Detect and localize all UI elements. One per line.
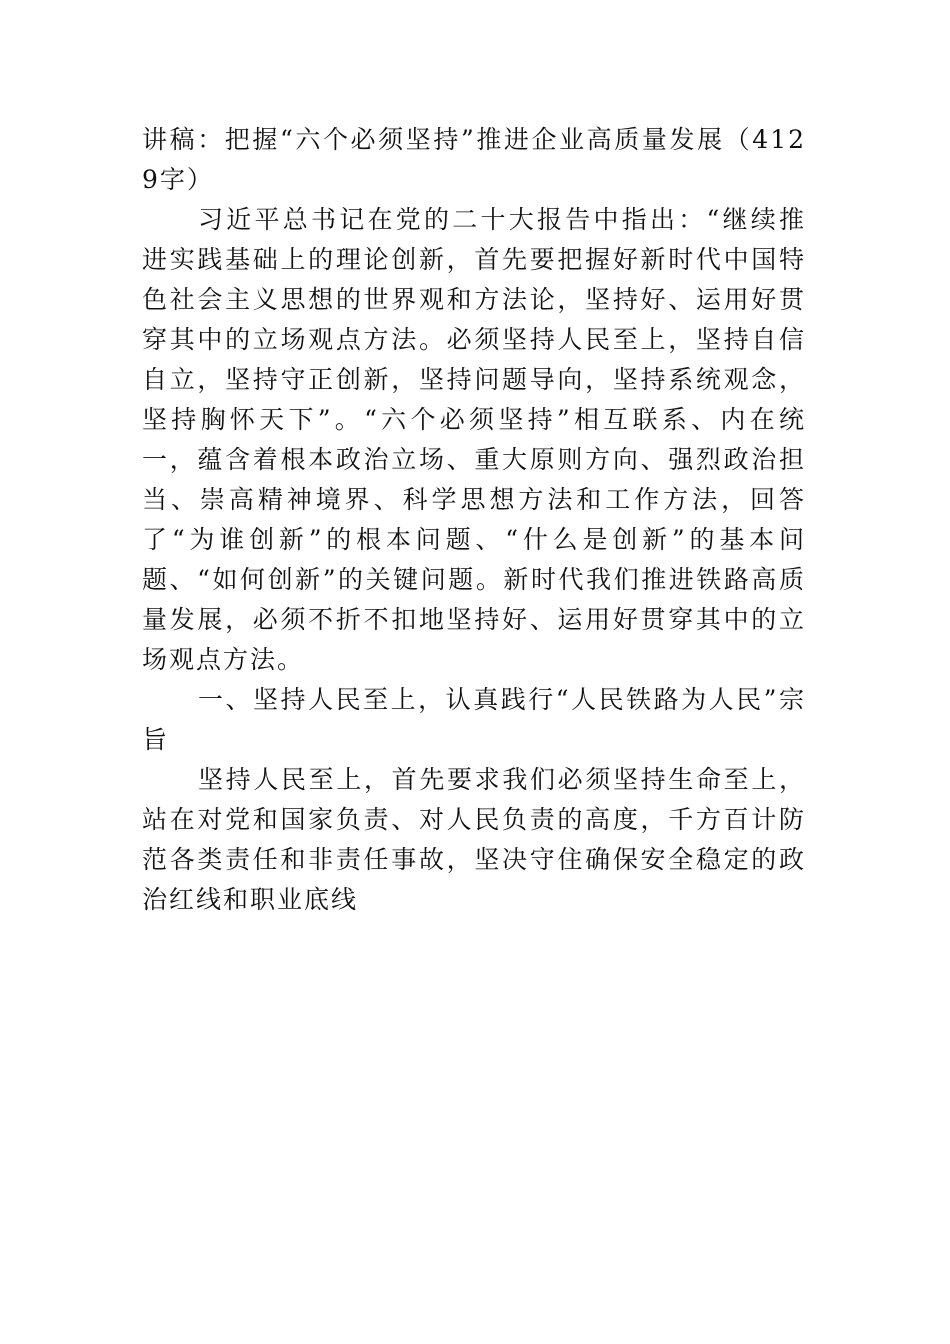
document-title: 讲稿：把握“六个必须坚持”推进企业高质量发展（4129字） <box>142 125 806 194</box>
document-body <box>142 120 806 920</box>
section-heading-1: 一、坚持人民至上，认真践行“人民铁路为人民”宗旨 <box>142 685 806 754</box>
section-paragraph-1: 坚持人民至上，首先要求我们必须坚持生命至上，站在对党和国家负责、对人民负责的高度，千方百计防范各类责任和非责任事故，坚决守住确保安全稳定的政治红线和职业底线 <box>142 765 806 914</box>
intro-paragraph: 习近平总书记在党的二十大报告中指出：“继续推进实践基础上的理论创新，首先要把握好新时代中国特色社会主义思想的世界观和方法论，坚持好、运用好贯穿其中的立场观点方法。必须坚持人民至上，坚持自信自立，坚持守正创新，坚持问题导向，坚持系统观念，坚持胸怀天下”。“六个必须坚持”相互联系、内在统一，蕴含着根本政治立场、重大原则方向、强烈政治担当、崇高精神境界、科学思想方法和工作方法，回答了“为谁创新”的根本问题、“什么是创新”的基本问题、“如何创新”的关键问题。新时代我们推进铁路高质量发展，必须不折不扣地坚持好、运用好贯穿其中的立场观点方法。 <box>142 205 806 674</box>
